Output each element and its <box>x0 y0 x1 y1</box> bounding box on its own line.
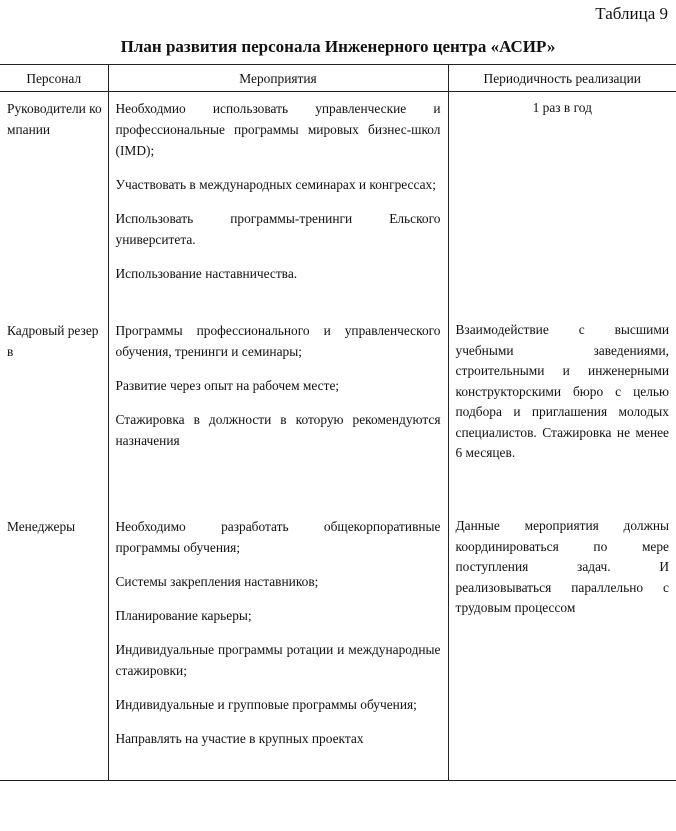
frequency-cell <box>448 314 676 510</box>
measure-item: Необходимо разработать общекорпоративные программы обучения; <box>115 519 441 555</box>
measure-item: Развитие через опыт на рабочем месте; <box>115 378 340 393</box>
personnel-cell: Менеджеры <box>0 510 108 781</box>
personnel-cell: Руководители компании <box>7 101 102 137</box>
measures-cell <box>108 314 448 510</box>
measure-item: Использование наставничества. <box>115 266 298 281</box>
header-measures: Мероприятия <box>108 65 448 92</box>
measure-item: Необходмио использовать управленческие и профессиональные программы мировых бизнес-школ (IMD); <box>115 101 441 158</box>
header-row <box>0 65 676 92</box>
measure-item: Программы профессионального и управленческого обучения, тренинги и семинары; <box>115 323 441 359</box>
measure-item: Индивидуальные программы ротации и международные стажировки; <box>115 642 441 678</box>
table-title: План развития персонала Инженерного центра «АСИР» <box>120 37 556 56</box>
header-personnel: Персонал <box>0 65 108 92</box>
measure-item: Использовать программы-тренинги Ельского университета. <box>115 211 441 247</box>
frequency-text: Взаимодействие с высшими учебными заведениями, строительными и инженерными конструкторскими бюро с целью подбора и приглашения молодых специалистов. Стажировка не менее 6 месяцев. <box>455 322 669 460</box>
frequency-cell <box>448 510 676 781</box>
table-number: Таблица 9 <box>595 4 668 23</box>
measure-item: Стажировка в должности в которую рекомендуются назначения <box>115 412 441 448</box>
measures-cell <box>108 510 448 781</box>
header-frequency: Периодичность реализации <box>448 65 676 92</box>
measures-cell <box>108 92 448 315</box>
frequency-cell <box>448 92 676 315</box>
personnel-cell: Кадровый резерв <box>7 323 99 359</box>
measure-item: Индивидуальные и групповые программы обучения; <box>115 697 417 712</box>
measure-item: Планирование карьеры; <box>115 608 252 623</box>
table-row <box>0 92 676 315</box>
table-row <box>0 510 676 781</box>
measure-item: Участвовать в международных семинарах и конгрессах; <box>115 177 436 192</box>
measure-item: Направлять на участие в крупных проектах <box>115 731 364 746</box>
frequency-text: 1 раз в год <box>532 100 592 115</box>
frequency-text: Данные мероприятия должны координироваться по мере поступления задач. И реализовываться параллельно с трудовым процессом <box>455 518 669 615</box>
development-plan-table <box>0 64 676 781</box>
measure-item: Системы закрепления наставников; <box>115 574 319 589</box>
table-row <box>0 314 676 510</box>
